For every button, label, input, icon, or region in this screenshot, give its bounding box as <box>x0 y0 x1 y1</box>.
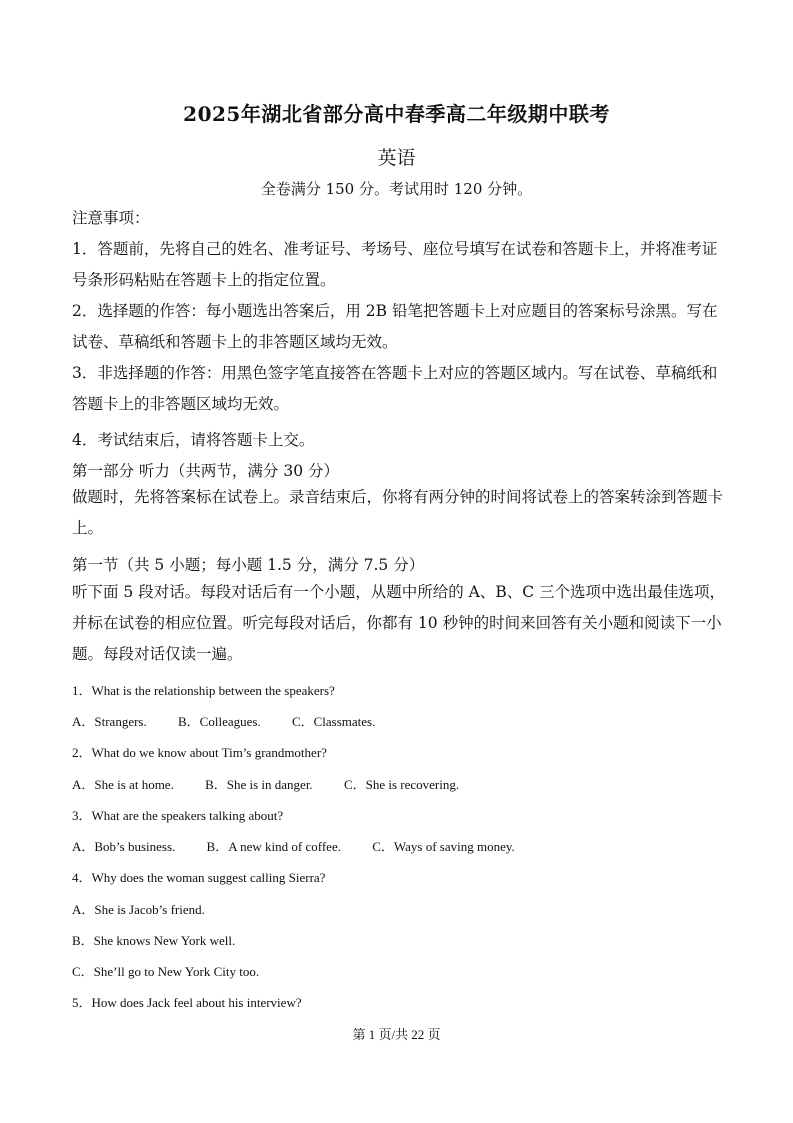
notice-2: 2．选择题的作答：每小题选出答案后，用 2B 铅笔把答题卡上对应题目的答案标号涂黑。写在试卷、草稿纸和答题卡上的非答题区域均无效。 <box>72 302 718 351</box>
part1-heading: 第一部分 听力（共两节，满分 30 分） <box>72 462 340 480</box>
question-2-option-b[interactable]: B．She is in danger. <box>205 777 313 792</box>
exam-totals: 全卷满分 150 分。考试用时 120 分钟。 <box>260 180 533 198</box>
page-footer: 第 1 页/共 22 页 <box>352 1027 441 1042</box>
question-3-option-b[interactable]: B．A new kind of coffee. <box>206 839 341 854</box>
subject-title: 英语 <box>377 147 416 169</box>
question-1-option-a[interactable]: A．Strangers. <box>72 714 147 729</box>
question-3-option-a[interactable]: A．Bob’s business. <box>72 839 176 854</box>
notice-1: 1．答题前，先将自己的姓名、准考证号、考场号、座位号填写在试卷和答题卡上，并将准考证号条形码粘贴在答题卡上的指定位置。 <box>72 240 718 289</box>
question-2-option-a[interactable]: A．She is at home. <box>72 777 174 792</box>
question-2-stem: 2．What do we know about Tim’s grandmother? <box>72 745 327 760</box>
question-3-option-c[interactable]: C．Ways of saving money. <box>372 839 515 854</box>
question-4-option-a[interactable]: A．She is Jacob’s friend. <box>72 902 205 917</box>
exam-title: 2025年湖北省部分高中春季高二年级期中联考 <box>183 102 610 126</box>
question-2-options <box>72 774 487 793</box>
question-1-option-b[interactable]: B．Colleagues. <box>178 714 261 729</box>
part1-instructions: 做题时，先将答案标在试卷上。录音结束后，你将有两分钟的时间将试卷上的答案转涂到答题卡上。 <box>72 488 724 537</box>
question-1-option-c[interactable]: C．Classmates. <box>291 714 376 729</box>
notice-heading: 注意事项： <box>72 209 150 227</box>
notice-4: 4．考试结束后，请将答题卡上交。 <box>72 431 315 449</box>
question-1-options <box>72 711 403 730</box>
question-4-option-c[interactable]: C．She’ll go to New York City too. <box>72 964 260 979</box>
question-3-stem: 3．What are the speakers talking about? <box>72 808 284 823</box>
question-4-option-b[interactable]: B．She knows New York well. <box>72 933 236 948</box>
section1-heading: 第一节（共 5 小题；每小题 1.5 分，满分 7.5 分） <box>72 556 425 574</box>
notice-3: 3．非选择题的作答：用黑色签字笔直接答在答题卡上对应的答题区域内。写在试卷、草稿纸和答题卡上的非答题区域均无效。 <box>72 364 718 413</box>
question-1-stem: 1．What is the relationship between the speakers? <box>72 683 335 698</box>
question-3-options <box>72 836 543 855</box>
question-4-stem: 4．Why does the woman suggest calling Sierra? <box>72 870 326 885</box>
section1-instructions: 听下面 5 段对话。每段对话后有一个小题，从题中所给的 A、B、C 三个选项中选出最佳选项，并标在试卷的相应位置。听完每段对话后，你都有 10 秒钟的时间来回答有关小题和阅读下一小题。每段对话仅读一遍。 <box>72 583 726 663</box>
question-2-option-c[interactable]: C．She is recovering. <box>343 777 460 792</box>
question-5-stem: 5．How does Jack feel about his interview? <box>72 995 302 1010</box>
